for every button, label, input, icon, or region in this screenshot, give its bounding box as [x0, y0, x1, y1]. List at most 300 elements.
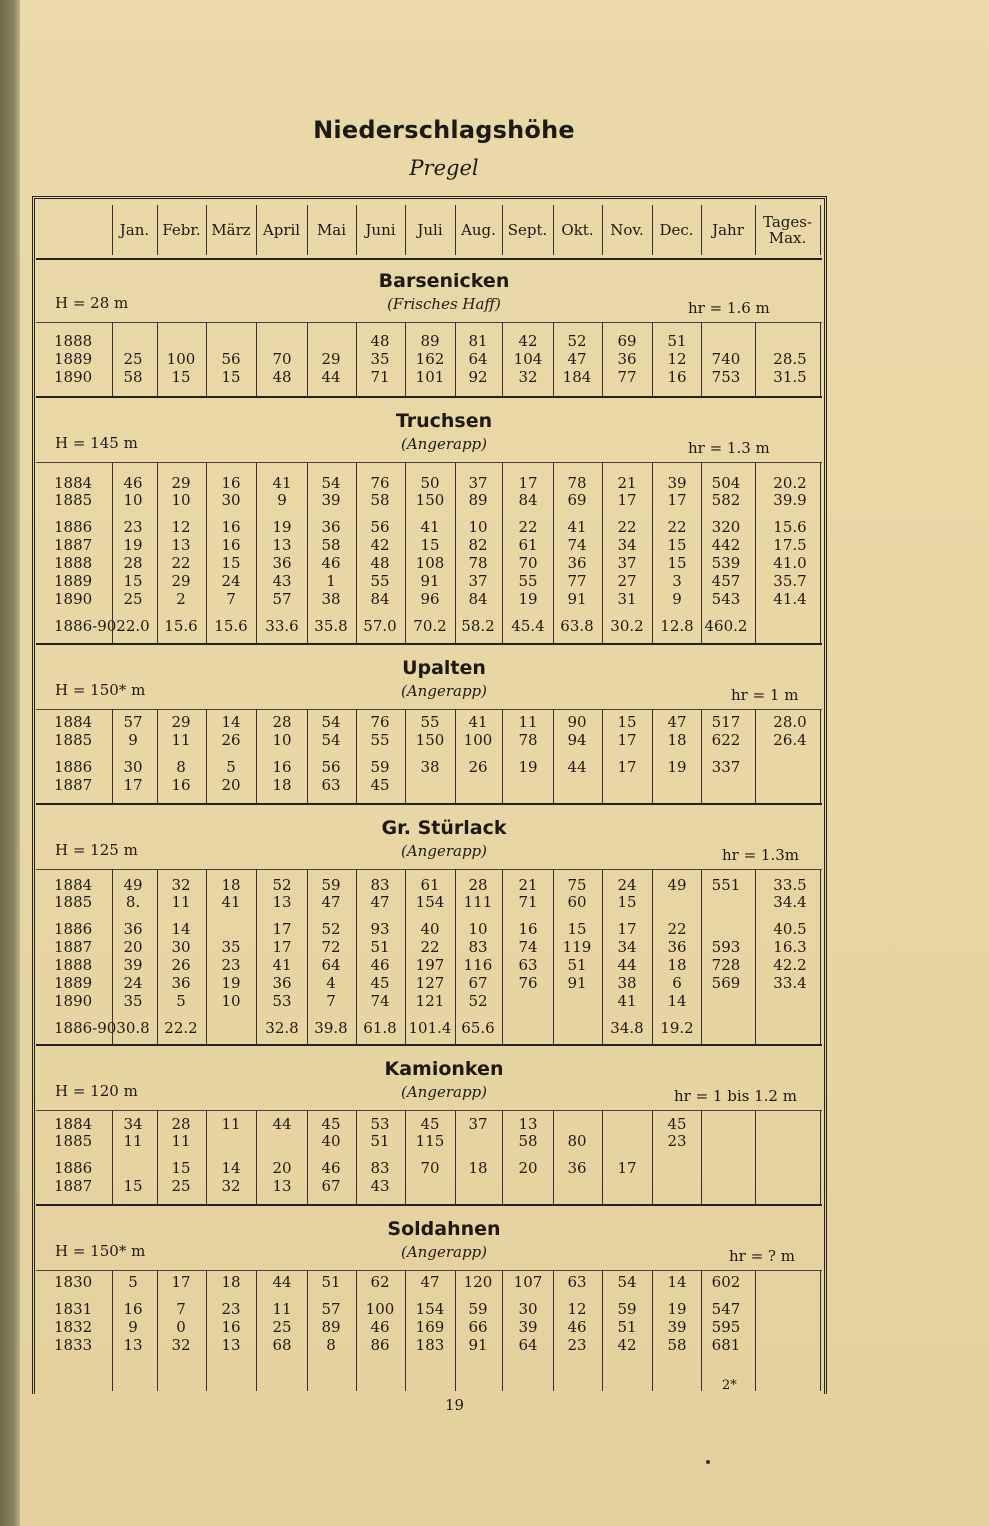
table-cell: 54	[321, 731, 341, 749]
table-cell: 17	[272, 938, 292, 956]
table-cell: 19	[667, 1300, 687, 1318]
table-cell: 13	[518, 1115, 538, 1133]
row-year: 1885	[54, 893, 93, 911]
table-cell: 13	[221, 1336, 241, 1354]
table-cell: 23	[221, 956, 241, 974]
table-cell: 100	[365, 1300, 395, 1318]
header-column-rule	[553, 205, 554, 255]
table-cell: 28.0	[773, 713, 807, 731]
table-cell: 24	[123, 974, 143, 992]
table-cell: 17	[617, 1159, 637, 1177]
table-cell: 622	[711, 731, 741, 749]
station-elevation: H = 150* m	[55, 1242, 146, 1260]
table-cell: 18	[221, 876, 241, 894]
table-cell: 15	[221, 368, 241, 386]
table-cell: 16	[221, 518, 241, 536]
column-rule	[256, 1110, 257, 1204]
table-cell: 39	[518, 1318, 538, 1336]
table-cell: 91	[567, 974, 587, 992]
table-cell: 504	[711, 474, 741, 492]
table-cell: 43	[272, 572, 292, 590]
table-cell: 569	[711, 974, 741, 992]
table-cell: 101.4	[408, 1019, 452, 1037]
table-cell: 17	[617, 731, 637, 749]
table-header	[60, 205, 838, 255]
table-cell: 67	[468, 974, 488, 992]
table-cell: 51	[321, 1273, 341, 1291]
table-cell: 6	[672, 974, 682, 992]
table-cell: 16	[123, 1300, 143, 1318]
table-cell: 36	[171, 974, 191, 992]
table-cell: 22	[171, 554, 191, 572]
table-cell: 33.5	[773, 876, 807, 894]
table-cell: 115	[415, 1132, 445, 1150]
column-header-12: Dec.	[659, 221, 694, 239]
table-cell: 16	[667, 368, 687, 386]
table-cell: 36	[272, 974, 292, 992]
column-rule	[553, 1110, 554, 1204]
table-cell: 582	[711, 491, 741, 509]
station-bottom-rule	[36, 803, 822, 805]
station-name: Soldahnen	[387, 1218, 501, 1240]
table-cell: 46	[321, 1159, 341, 1177]
table-cell: 29	[321, 350, 341, 368]
table-cell: 184	[562, 368, 592, 386]
column-rule	[502, 1270, 503, 1391]
table-cell: 17	[171, 1273, 191, 1291]
table-cell: 52	[567, 332, 587, 350]
row-year: 1887	[54, 938, 93, 956]
table-cell: 66	[468, 1318, 488, 1336]
table-cell: 30	[221, 491, 241, 509]
station-subheader-rule	[36, 709, 822, 710]
row-year: 1833	[54, 1336, 93, 1354]
station-river: (Frisches Haff)	[387, 295, 501, 313]
table-cell: 16	[518, 920, 538, 938]
table-cell: 50	[420, 474, 440, 492]
column-header-10: Okt.	[561, 221, 594, 239]
table-cell: 728	[711, 956, 741, 974]
row-year: 1886	[54, 1159, 93, 1177]
table-cell: 34	[617, 536, 637, 554]
table-cell: 23	[123, 518, 143, 536]
column-rule	[820, 869, 821, 1044]
column-rule	[755, 462, 756, 643]
table-cell: 37	[468, 572, 488, 590]
column-header-13: Jahr	[712, 221, 744, 239]
table-cell: 61.8	[363, 1019, 397, 1037]
row-year: 1890	[54, 590, 93, 608]
table-cell: 35	[221, 938, 241, 956]
column-rule	[256, 1270, 257, 1391]
table-cell: 41	[567, 518, 587, 536]
column-header-7: Juli	[417, 221, 443, 239]
column-header-8: Aug.	[461, 221, 496, 239]
table-cell: 162	[415, 350, 445, 368]
table-cell: 36	[321, 518, 341, 536]
table-cell: 39.9	[773, 491, 807, 509]
table-cell: 22.2	[164, 1019, 198, 1037]
station-elevation: H = 145 m	[55, 434, 138, 452]
table-cell: 76	[370, 474, 390, 492]
table-cell: 18	[221, 1273, 241, 1291]
table-cell: 42	[518, 332, 538, 350]
table-cell: 52	[272, 876, 292, 894]
table-cell: 100	[463, 731, 493, 749]
row-year: 1832	[54, 1318, 93, 1336]
table-cell: 74	[370, 992, 390, 1010]
station-subheader-rule	[36, 1110, 822, 1111]
table-cell: 26.4	[773, 731, 807, 749]
table-cell: 55	[420, 713, 440, 731]
table-cell: 82	[468, 536, 488, 554]
table-cell: 84	[370, 590, 390, 608]
table-cell: 460.2	[704, 617, 748, 635]
row-year: 1887	[54, 536, 93, 554]
header-column-rule	[112, 205, 113, 255]
table-cell: 59	[468, 1300, 488, 1318]
table-cell: 16	[272, 758, 292, 776]
table-cell: 12	[171, 518, 191, 536]
column-rule	[755, 709, 756, 803]
table-cell: 0	[176, 1318, 186, 1336]
table-cell: 442	[711, 536, 741, 554]
table-cell: 91	[420, 572, 440, 590]
table-cell: 19	[272, 518, 292, 536]
table-cell: 41	[468, 713, 488, 731]
table-cell: 35.7	[773, 572, 807, 590]
row-year: 1885	[54, 1132, 93, 1150]
table-cell: 69	[617, 332, 637, 350]
table-cell: 65.6	[461, 1019, 495, 1037]
table-cell: 681	[711, 1336, 741, 1354]
row-year: 1887	[54, 1177, 93, 1195]
column-header-6: Juni	[365, 221, 396, 239]
table-cell: 26	[171, 956, 191, 974]
table-cell: 40	[321, 1132, 341, 1150]
table-cell: 108	[415, 554, 445, 572]
table-cell: 14	[171, 920, 191, 938]
table-cell: 40.5	[773, 920, 807, 938]
table-cell: 22	[667, 920, 687, 938]
table-cell: 53	[370, 1115, 390, 1133]
table-cell: 539	[711, 554, 741, 572]
table-cell: 37	[617, 554, 637, 572]
table-cell: 32	[171, 876, 191, 894]
row-year: 1884	[54, 713, 93, 731]
table-cell: 13	[272, 1177, 292, 1195]
table-cell: 91	[468, 1336, 488, 1354]
row-year: 1884	[54, 474, 93, 492]
page-title: Niederschlagshöhe	[313, 116, 575, 144]
gauge-height: hr = 1.6 m	[688, 299, 770, 317]
header-column-rule	[206, 205, 207, 255]
table-cell: 21	[518, 876, 538, 894]
table-cell: 39	[667, 474, 687, 492]
header-column-rule	[820, 205, 821, 255]
table-cell: 17	[617, 920, 637, 938]
table-cell: 9	[277, 491, 287, 509]
table-cell: 48	[370, 332, 390, 350]
table-cell: 28	[171, 1115, 191, 1133]
table-cell: 63	[567, 1273, 587, 1291]
row-year: 1886	[54, 518, 93, 536]
table-cell: 5	[176, 992, 186, 1010]
header-column-rule	[602, 205, 603, 255]
column-header-14: Tages-Max.	[762, 213, 813, 247]
station-elevation: H = 120 m	[55, 1082, 138, 1100]
table-cell: 53	[272, 992, 292, 1010]
row-year: 1890	[54, 368, 93, 386]
table-cell: 32	[518, 368, 538, 386]
table-cell: 58.2	[461, 617, 495, 635]
table-cell: 51	[567, 956, 587, 974]
table-cell: 16	[221, 474, 241, 492]
table-cell: 80	[567, 1132, 587, 1150]
table-cell: 11	[123, 1132, 143, 1150]
table-cell: 74	[567, 536, 587, 554]
table-cell: 31.5	[773, 368, 807, 386]
table-cell: 75	[567, 876, 587, 894]
table-cell: 25	[272, 1318, 292, 1336]
table-cell: 36	[617, 350, 637, 368]
table-cell: 602	[711, 1273, 741, 1291]
table-cell: 12.8	[660, 617, 694, 635]
column-header-9: Sept.	[507, 221, 548, 239]
row-year: 1886	[54, 920, 93, 938]
table-cell: 11	[171, 1132, 191, 1150]
table-cell: 17.5	[773, 536, 807, 554]
station-bottom-rule	[36, 396, 822, 398]
table-cell: 27	[617, 572, 637, 590]
table-cell: 37	[468, 474, 488, 492]
table-cell: 42	[370, 536, 390, 554]
station-river: (Angerapp)	[401, 682, 487, 700]
station-bottom-rule	[36, 643, 822, 645]
table-cell: 45	[321, 1115, 341, 1133]
row-year: 1889	[54, 350, 93, 368]
table-cell: 13	[272, 536, 292, 554]
table-cell: 150	[415, 731, 445, 749]
table-cell: 40	[420, 920, 440, 938]
table-cell: 15	[667, 554, 687, 572]
table-cell: 91	[567, 590, 587, 608]
table-cell: 5	[226, 758, 236, 776]
table-cell: 28	[468, 876, 488, 894]
table-cell: 197	[415, 956, 445, 974]
table-cell: 753	[711, 368, 741, 386]
table-cell: 77	[617, 368, 637, 386]
table-cell: 41.4	[773, 590, 807, 608]
table-cell: 48	[370, 554, 390, 572]
table-cell: 49	[123, 876, 143, 894]
table-cell: 43	[370, 1177, 390, 1195]
table-cell: 15	[617, 893, 637, 911]
table-cell: 83	[370, 1159, 390, 1177]
table-cell: 121	[415, 992, 445, 1010]
table-cell: 17	[667, 491, 687, 509]
table-cell: 25	[171, 1177, 191, 1195]
table-cell: 71	[518, 893, 538, 911]
table-cell: 96	[420, 590, 440, 608]
header-column-rule	[356, 205, 357, 255]
table-cell: 58	[370, 491, 390, 509]
header-column-rule	[256, 205, 257, 255]
table-cell: 38	[617, 974, 637, 992]
column-header-2: Febr.	[162, 221, 201, 239]
table-cell: 457	[711, 572, 741, 590]
table-cell: 70	[518, 554, 538, 572]
column-rule	[820, 709, 821, 803]
table-cell: 93	[370, 920, 390, 938]
station-subheader-rule	[36, 322, 822, 323]
table-cell: 20	[272, 1159, 292, 1177]
table-cell: 10	[468, 920, 488, 938]
table-cell: 23	[221, 1300, 241, 1318]
column-header-3: März	[211, 221, 251, 239]
table-cell: 70	[272, 350, 292, 368]
table-cell: 17	[272, 920, 292, 938]
station-bottom-rule	[36, 1044, 822, 1046]
table-cell: 52	[321, 920, 341, 938]
table-cell: 41	[272, 956, 292, 974]
table-cell: 54	[321, 713, 341, 731]
table-cell: 55	[370, 572, 390, 590]
station-name: Truchsen	[395, 410, 493, 432]
gauge-height: hr = 1.3 m	[688, 439, 770, 457]
table-cell: 63.8	[560, 617, 594, 635]
table-cell: 30	[123, 758, 143, 776]
column-rule	[820, 462, 821, 643]
gauge-height: hr = ? m	[729, 1247, 795, 1265]
table-cell: 71	[370, 368, 390, 386]
station-elevation: H = 125 m	[55, 841, 138, 859]
gauge-height: hr = 1 m	[731, 686, 799, 704]
table-cell: 41	[420, 518, 440, 536]
table-cell: 56	[370, 518, 390, 536]
table-cell: 20	[123, 938, 143, 956]
table-cell: 14	[221, 1159, 241, 1177]
table-cell: 70.2	[413, 617, 447, 635]
header-column-rule	[755, 205, 756, 255]
column-rule	[256, 462, 257, 643]
table-cell: 15	[221, 554, 241, 572]
table-cell: 49	[667, 876, 687, 894]
table-cell: 39	[667, 1318, 687, 1336]
table-cell: 42	[617, 1336, 637, 1354]
table-cell: 92	[468, 368, 488, 386]
table-cell: 39	[123, 956, 143, 974]
table-cell: 9	[128, 731, 138, 749]
header-column-rule	[701, 205, 702, 255]
table-cell: 18	[667, 731, 687, 749]
table-cell: 89	[420, 332, 440, 350]
station-name: Barsenicken	[378, 270, 510, 292]
table-cell: 104	[513, 350, 543, 368]
paper-spot	[706, 1460, 710, 1464]
column-rule	[755, 1110, 756, 1204]
table-cell: 28	[272, 713, 292, 731]
table-cell: 22	[420, 938, 440, 956]
station-elevation: H = 28 m	[55, 294, 129, 312]
table-cell: 47	[567, 350, 587, 368]
station-subheader-rule	[36, 462, 822, 463]
table-cell: 547	[711, 1300, 741, 1318]
table-cell: 15	[123, 1177, 143, 1195]
column-rule	[820, 1270, 821, 1391]
table-cell: 595	[711, 1318, 741, 1336]
table-cell: 83	[370, 876, 390, 894]
table-cell: 19	[123, 536, 143, 554]
table-cell: 15	[667, 536, 687, 554]
table-cell: 58	[123, 368, 143, 386]
table-cell: 12	[667, 350, 687, 368]
table-cell: 55	[518, 572, 538, 590]
table-cell: 34	[123, 1115, 143, 1133]
table-cell: 41.0	[773, 554, 807, 572]
table-cell: 100	[166, 350, 196, 368]
page	[20, 0, 989, 1526]
column-rule	[502, 462, 503, 643]
row-year: 1888	[54, 332, 93, 350]
table-cell: 24	[221, 572, 241, 590]
row-year: 1886	[54, 758, 93, 776]
table-cell: 8	[176, 758, 186, 776]
table-cell: 51	[617, 1318, 637, 1336]
station-name: Upalten	[402, 657, 486, 679]
table-cell: 29	[171, 713, 191, 731]
column-rule	[502, 869, 503, 1044]
table-cell: 68	[272, 1336, 292, 1354]
table-cell: 47	[420, 1273, 440, 1291]
table-cell: 15	[420, 536, 440, 554]
table-cell: 22	[518, 518, 538, 536]
table-cell: 7	[176, 1300, 186, 1318]
table-cell: 64	[518, 1336, 538, 1354]
table-cell: 77	[567, 572, 587, 590]
table-cell: 22	[617, 518, 637, 536]
table-cell: 16.3	[773, 938, 807, 956]
table-cell: 543	[711, 590, 741, 608]
table-cell: 47	[667, 713, 687, 731]
station-river: (Angerapp)	[401, 1083, 487, 1101]
table-cell: 19	[667, 758, 687, 776]
table-cell: 10	[468, 518, 488, 536]
column-header-11: Nov.	[610, 221, 644, 239]
table-cell: 54	[321, 474, 341, 492]
table-cell: 64	[468, 350, 488, 368]
column-rule	[256, 869, 257, 1044]
table-cell: 78	[567, 474, 587, 492]
table-cell: 44	[272, 1115, 292, 1133]
table-cell: 5	[128, 1273, 138, 1291]
row-year: 1890	[54, 992, 93, 1010]
gauge-height: hr = 1 bis 1.2 m	[674, 1087, 797, 1105]
table-cell: 593	[711, 938, 741, 956]
table-cell: 30.2	[610, 617, 644, 635]
table-cell: 33.6	[265, 617, 299, 635]
table-cell: 37	[468, 1115, 488, 1133]
table-cell: 740	[711, 350, 741, 368]
table-cell: 24	[617, 876, 637, 894]
table-cell: 16	[221, 1318, 241, 1336]
column-rule	[502, 709, 503, 803]
table-cell: 36	[567, 554, 587, 572]
table-cell: 26	[468, 758, 488, 776]
table-cell: 54	[617, 1273, 637, 1291]
table-cell: 32.8	[265, 1019, 299, 1037]
table-cell: 44	[321, 368, 341, 386]
